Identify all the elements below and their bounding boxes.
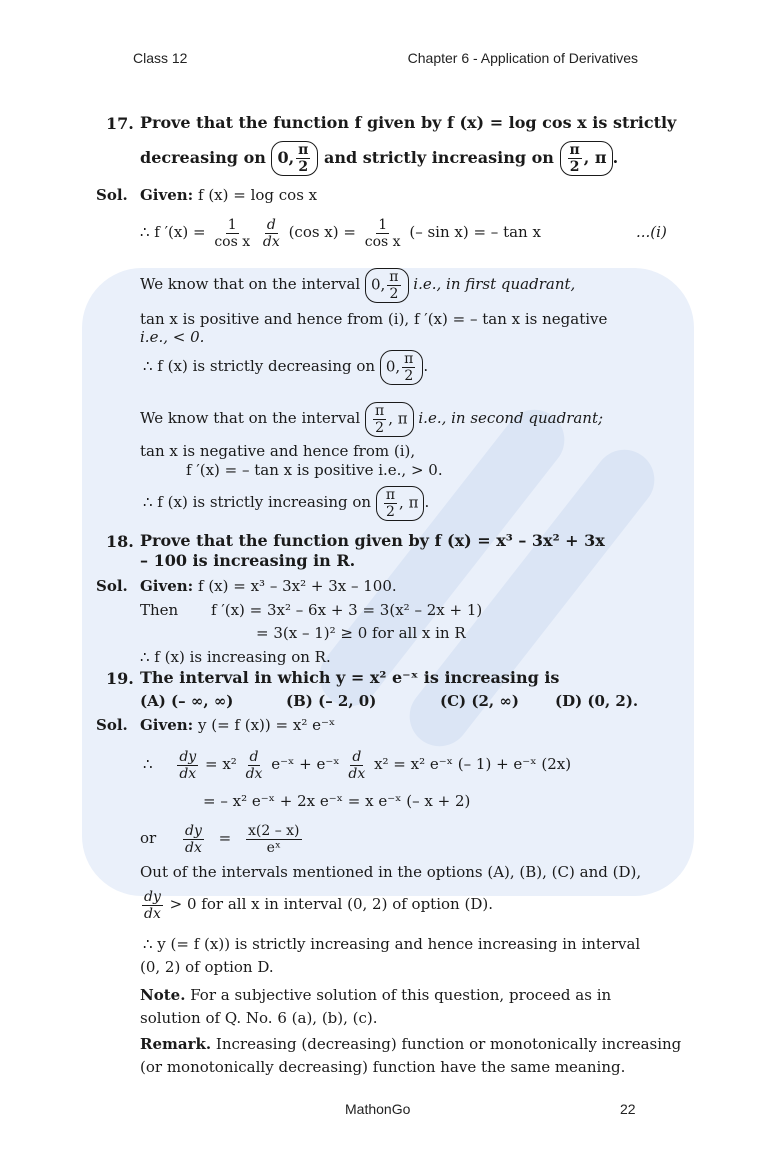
numerator: d [352,748,362,765]
text: , π [583,148,607,167]
paragraph-line: ∴ y (= f (x)) is strictly increasing and hence increasing in interval [143,935,641,953]
text: = x² [204,755,237,773]
numerator: π [404,350,414,367]
denominator: dx [262,233,280,250]
option-d: (D) (0, 2). [555,692,639,710]
denominator: cos x [214,233,251,250]
fraction [373,403,386,436]
question-text: – 100 is increasing in R. [140,551,356,570]
header-chapter: Chapter 6 - Application of Derivatives [407,50,638,66]
paragraph-line: tan x is negative and hence from (i), [140,442,416,460]
fraction [142,889,163,922]
fraction [244,749,265,782]
note-line [140,986,611,1004]
text: f (x) = log cos x [198,186,318,204]
conclusion-line [143,346,428,386]
paragraph-line [140,398,603,438]
option-a: (A) (– ∞, ∞) [140,692,234,710]
paragraph-line: i.e., < 0. [140,328,205,346]
numerator: π [374,402,385,419]
paragraph-line: tan x is positive and hence from (i), f ′(x) = – tan x is negative [140,310,608,328]
solution-label: Sol. [96,577,128,595]
interval [560,141,613,176]
then-label: Then [140,601,179,619]
given-line [140,716,335,734]
fraction [568,142,582,175]
equation-line [140,818,304,858]
paragraph-line: Out of the intervals mentioned in the options (A), (B), (C) and (D), [140,863,642,881]
numerator: 1 [378,216,388,233]
given-label: Given: [140,186,194,204]
page-number: 22 [620,1101,636,1117]
fraction [296,142,310,175]
denominator: 2 [375,419,385,436]
numerator: d [249,748,259,765]
remark-line: (or monotonically decreasing) function have the same meaning. [140,1058,626,1076]
denominator: dx [179,765,197,782]
fraction [177,749,198,782]
note-label: Note. [140,986,186,1004]
interval [271,141,318,176]
denominator: 2 [385,503,395,520]
question-number: 18. [106,532,134,551]
denominator: 2 [389,285,399,302]
equation-line: = – x² e⁻ˣ + 2x e⁻ˣ = x e⁻ˣ (– x + 2) [203,792,471,810]
denominator: 2 [404,367,414,384]
interval [365,268,409,303]
text: ∴ f (x) is strictly increasing on [143,493,372,511]
text: e⁻ˣ + e⁻ˣ [271,755,340,773]
text: (cos x) = [288,223,356,241]
text: 0, [370,275,386,293]
given-line [140,186,317,204]
text: x² = x² e⁻ˣ (– 1) + e⁻ˣ (2x) [374,755,572,773]
solution-label: Sol. [96,186,128,204]
denominator: dx [245,765,263,782]
equation-line: = 3(x – 1)² ≥ 0 for all x in R [256,624,466,642]
fraction [246,823,302,856]
question-number: 17. [106,114,134,133]
text: 0, [277,148,295,167]
question-number: 19. [106,669,134,688]
numerator: π [389,268,399,285]
paragraph-line: (0, 2) of option D. [140,958,274,976]
conclusion-line [143,482,429,522]
text: , π [388,409,408,427]
option-c: (C) (2, ∞) [440,692,519,710]
denominator: cos x [364,233,401,250]
fraction [402,351,415,384]
denominator: dx [144,905,161,922]
text: We know that on the interval [140,409,361,427]
text: . [424,493,430,511]
text: i.e., in second quadrant; [418,409,604,427]
text: ∴ [143,755,153,773]
text: ∴ f (x) is strictly decreasing on [143,357,376,375]
text: , π [399,493,419,511]
text: 0, [385,357,401,375]
fraction [261,217,282,250]
paragraph-line: f ′(x) = – tan x is positive i.e., > 0. [186,461,443,479]
denominator: 2 [298,159,309,175]
text: For a subjective solution of this question, proceed as in [190,986,612,1004]
numerator: π [385,486,396,503]
remark-line [140,1035,681,1053]
fraction [387,269,400,302]
numerator: dy [179,748,197,765]
denominator: 2 [569,159,580,175]
paragraph-line [140,884,493,924]
remark-label: Remark. [140,1035,212,1053]
numerator: dy [184,822,202,839]
equation-line [140,212,541,252]
text: = [218,829,232,847]
solution-label: Sol. [96,716,128,734]
text: > 0 for all x in interval (0, 2) of option (D). [169,895,493,913]
fraction [183,823,204,856]
given-label: Given: [140,716,194,734]
text: decreasing on [140,148,266,167]
numerator: dy [144,888,161,905]
interval [380,350,424,385]
question-text: The interval in which y = x² e⁻ˣ is increasing is [140,668,560,687]
note-line: solution of Q. No. 6 (a), (b), (c). [140,1009,378,1027]
fraction [212,217,252,250]
question-text: Prove that the function given by f (x) = x³ – 3x² + 3x [140,531,605,550]
interval [365,402,414,437]
equation-line: f ′(x) = 3x² – 6x + 3 = 3(x² – 2x + 1) [211,601,483,619]
numerator: 1 [227,216,237,233]
given-label: Given: [140,577,194,595]
question-text: Prove that the function f given by f (x) = log cos x is strictly [140,113,677,132]
fraction [384,487,397,520]
fraction [346,749,367,782]
text: y (= f (x)) = x² e⁻ˣ [198,716,336,734]
question-text [140,140,618,176]
text: Increasing (decreasing) function or monotonically increasing [215,1035,682,1053]
equation-tag: ...(i) [636,223,667,241]
option-b: (B) (– 2, 0) [286,692,377,710]
numerator: x(2 – x) [248,822,300,839]
text: and strictly increasing on [323,148,554,167]
text: ∴ f ′(x) = [140,223,206,241]
text: i.e., in first quadrant, [413,275,576,293]
equation-line [143,744,571,784]
numerator: π [569,142,580,158]
text: or [140,829,157,847]
conclusion-line: ∴ f (x) is increasing on R. [140,648,331,666]
text: f (x) = x³ – 3x² + 3x – 100. [198,577,397,595]
text: . [612,148,619,167]
interval [376,486,425,521]
text: (– sin x) = – tan x [409,223,541,241]
text: . [423,357,429,375]
fraction [363,217,403,250]
paragraph-line [140,264,575,304]
header-class: Class 12 [133,50,188,66]
denominator: eˣ [266,839,281,856]
numerator: d [266,216,276,233]
given-line [140,577,397,595]
numerator: π [298,142,309,158]
footer-brand: MathonGo [345,1101,411,1117]
denominator: dx [348,765,366,782]
denominator: dx [184,839,202,856]
text: We know that on the interval [140,275,361,293]
